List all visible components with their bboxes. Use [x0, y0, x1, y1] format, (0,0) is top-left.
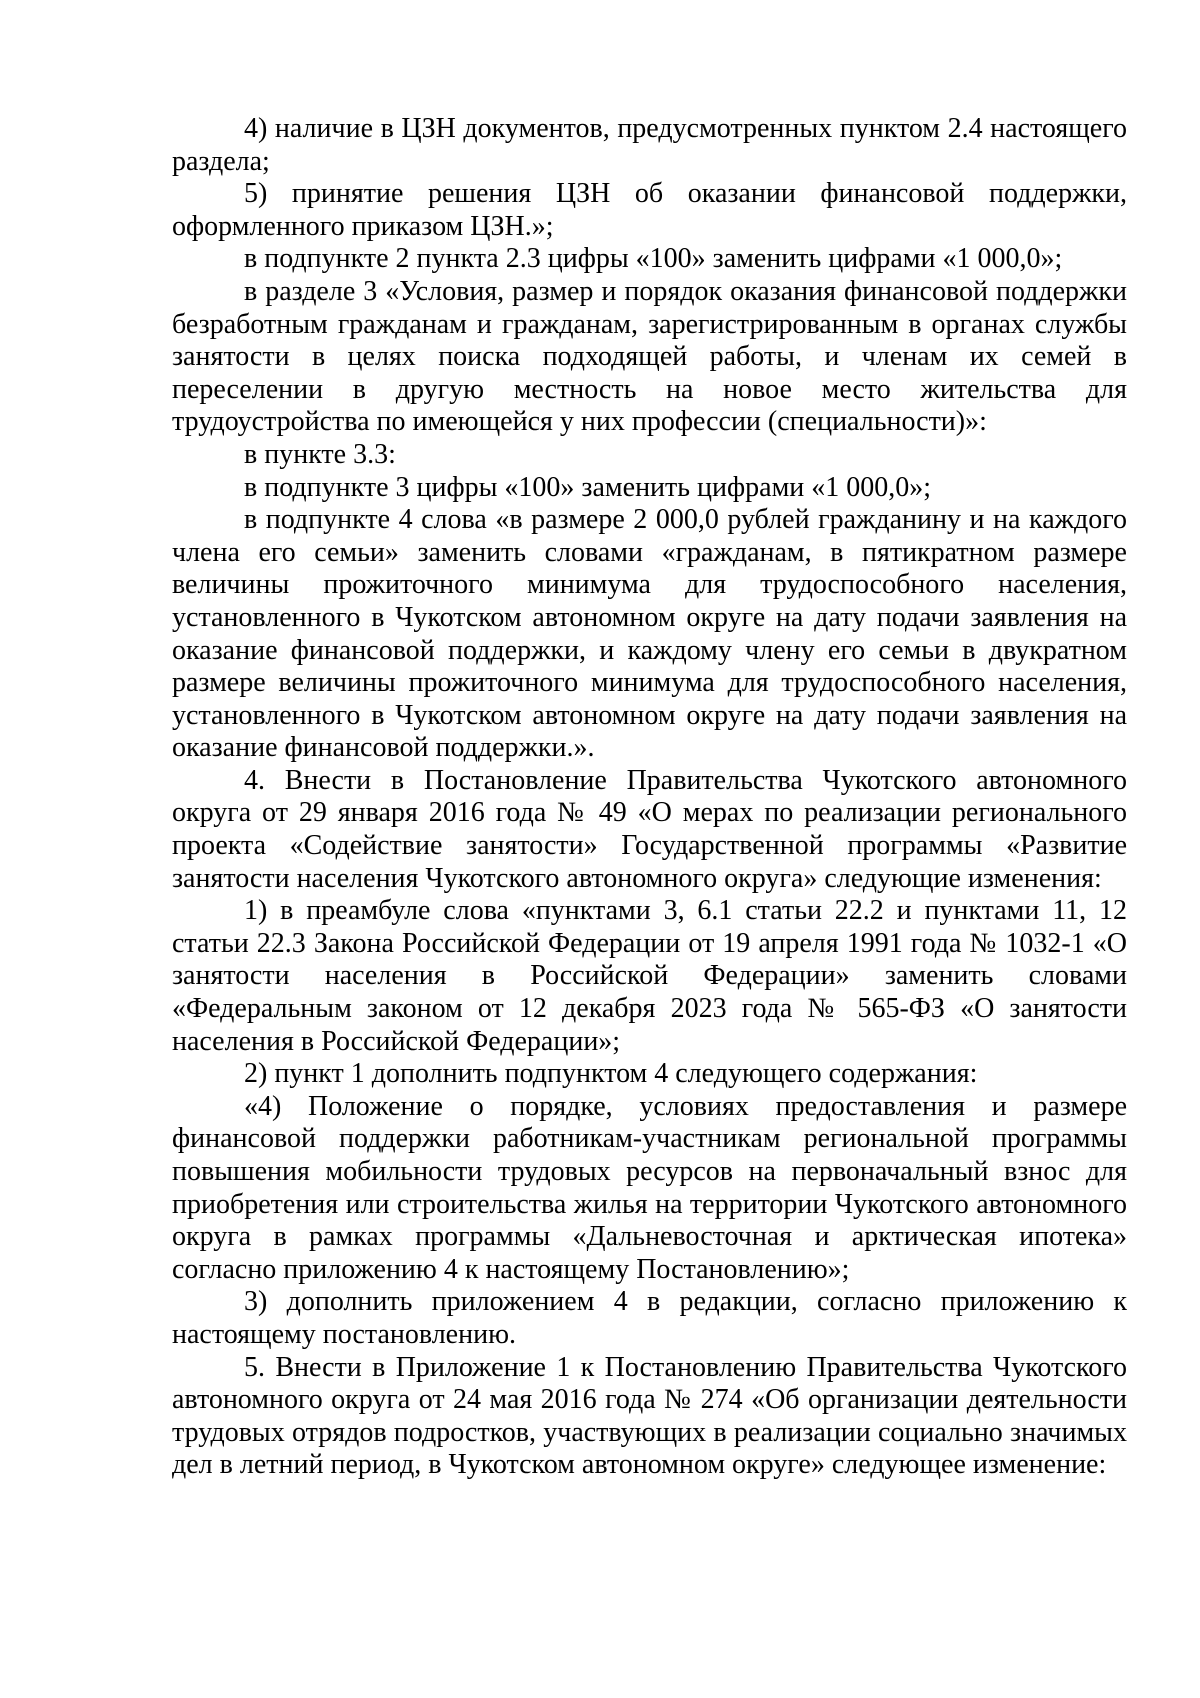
paragraph-subpoint-3: в подпункте 3 цифры «100» заменить цифрами «1 000,0»;: [244, 471, 932, 503]
paragraph-subpoint-2-3: в подпункте 2 пункта 2.3 цифры «100» заменить цифрами «1 000,0»;: [244, 243, 1063, 275]
paragraph-clause-4: 4. Внести в Постановление Правительства Чукотского автономного округа от 29 января 2016 года № 49 «О мерах по реализации регионального проекта «Содействие занятости» Государственной программы «Развитие занятости населения Чукотского автономного округа» следующие изменения:: [172, 764, 1127, 894]
paragraph-item-4: 4) наличие в ЦЗН документов, предусмотренных пунктом 2.4 настоящего раздела;: [172, 113, 1127, 177]
paragraph-point-3-3: в пункте 3.3:: [244, 438, 396, 470]
paragraph-section-3: в разделе 3 «Условия, размер и порядок оказания финансовой поддержки безработным гражданам и гражданам, зарегистрированным в органах службы занятости в целях поиска подходящей работы, и членам их семей в переселении в другую местность на новое место жительства для трудоустройства по имеющейся у них профессии (специальности)»:: [172, 275, 1127, 438]
paragraph-point-1-addition: 2) пункт 1 дополнить подпунктом 4 следующего содержания:: [244, 1058, 978, 1090]
paragraph-preamble-change: 1) в преамбуле слова «пунктами 3, 6.1 статьи 22.2 и пунктами 11, 12 статьи 22.3 Закона Российской Федерации от 19 апреля 1991 года № 1032-1 «О занятости населения в Российской Федерации» заменить словами «Федеральным законом от 12 декабря 2023 года № 565-ФЗ «О занятости населения в Российской Федерации»;: [172, 895, 1127, 1057]
paragraph-subpoint-4: в подпункте 4 слова «в размере 2 000,0 рублей гражданину и на каждого члена его семьи» заменить словами «гражданам, в пятикратном размере величины прожиточного минимума для трудоспособного населения, установленного в Чукотском автономном округе на дату подачи заявления на оказание финансовой поддержки, и каждому члену его семьи в двукратном размере величины прожиточного минимума для трудоспособного населения, установленного в Чукотском автономном округе на дату подачи заявления на оказание финансовой поддержки.».: [172, 504, 1127, 764]
paragraph-clause-5: 5. Внести в Приложение 1 к Постановлению Правительства Чукотского автономного округа от 24 мая 2016 года № 274 «Об организации деятельности трудовых отрядов подростков, участвующих в реализации социально значимых дел в летний период, в Чукотском автономном округе» следующее изменение:: [172, 1351, 1127, 1481]
paragraph-item-5: 5) принятие решения ЦЗН об оказании финансовой поддержки, оформленного приказом ЦЗН.»;: [172, 178, 1127, 242]
document-body: [172, 113, 1127, 1482]
paragraph-regulation-quote: «4) Положение о порядке, условиях предоставления и размере финансовой поддержки работникам-участникам региональной программы повышения мобильности трудовых ресурсов на первоначальный взнос для приобретения или строительства жилья на территории Чукотского автономного округа в рамках программы «Дальневосточная и арктическая ипотека» согласно приложению 4 к настоящему Постановлению»;: [172, 1090, 1127, 1285]
paragraph-appendix-4: 3) дополнить приложением 4 в редакции, согласно приложению к настоящему постановлению.: [172, 1286, 1127, 1350]
